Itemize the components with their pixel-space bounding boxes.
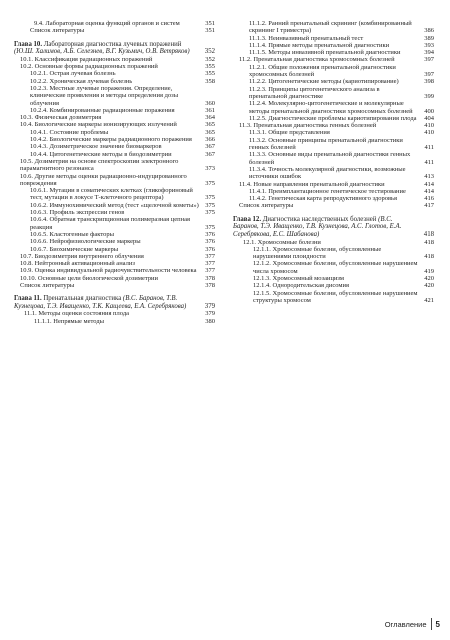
toc-entry-text: 10.2.3. Местные лучевые поражения. Определение, клинические проявления и методы определения дозы облучения	[30, 84, 179, 107]
toc-page-number: 404	[424, 114, 434, 122]
toc-page-number: 397	[424, 56, 434, 64]
toc-left-column	[14, 20, 215, 325]
toc-page-number: 365	[205, 128, 215, 136]
toc-entry	[233, 49, 434, 56]
toc-page-number: 418	[424, 238, 434, 246]
toc-entry-text: 11.1.3. Неинвазивный пренатальный тест	[249, 34, 364, 42]
toc-entry	[14, 143, 215, 150]
chapter-title: Диагностика наследственных болезней	[261, 215, 377, 223]
toc-entry-text: 10.4.2. Биологические маркеры радиационного поражения	[30, 136, 192, 144]
toc-page-number: 379	[204, 302, 215, 310]
toc-entry-text: 10.9. Оценка индивидуальной радиочувствительности человека	[20, 267, 197, 275]
toc-entry	[14, 310, 215, 317]
toc-page-number: 393	[424, 41, 434, 49]
toc-entry-text: 11.2.3. Принципы цитогенетического анализа в пренатальной диагностике	[249, 85, 380, 100]
toc-entry	[14, 27, 215, 34]
toc-page-number: 361	[205, 106, 215, 114]
toc-page-number: 394	[424, 49, 434, 57]
toc-page-number: 375	[205, 194, 215, 202]
toc-entry	[233, 290, 434, 305]
toc-entry-text: 11.4. Новые направления пренатальной диагностики	[239, 180, 385, 188]
toc-page-number: 367	[205, 150, 215, 158]
chapter-authors: (В.С. Баранов, Т.Э. Иващенко, Т.В. Кузнецова, А.С. Глотов, Е.А. Серебрякова, Е.С. Шабанова)	[233, 215, 402, 238]
toc-entry	[233, 188, 434, 195]
toc-entry-text: 11.1.5. Методы инвазивной пренатальной диагностики	[249, 49, 401, 57]
toc-entry	[14, 85, 215, 107]
chapter-authors: (Ю.Ш. Халимов, А.Б. Селезнев, В.Г. Кузьмич, О.В. Ветряков)	[14, 48, 190, 56]
toc-entry-text: 12.1.1. Хромосомные болезни, обусловленные нарушениями плоидности	[253, 245, 382, 261]
toc-page-number: 411	[424, 144, 434, 152]
toc-entry	[14, 260, 215, 267]
toc-entry	[14, 151, 215, 158]
toc-entry-text: 11.1.1. Непрямые методы	[34, 317, 105, 325]
chapter-heading-text	[233, 216, 434, 239]
chapter-label: Глава 10.	[14, 40, 43, 48]
toc-entry	[233, 42, 434, 49]
toc-page-number: 380	[205, 317, 215, 325]
toc-entry-text: 11.2.2. Цитогенетические методы (кариотипирование)	[249, 78, 399, 86]
toc-page-number: 411	[424, 158, 434, 166]
toc-page-number: 420	[424, 282, 434, 290]
chapter-label: Глава 12.	[233, 215, 262, 223]
chapter-heading	[14, 295, 215, 310]
toc-entry-text: 10.10. Основные цели биологической дозиметрии	[20, 274, 159, 282]
toc-entry	[233, 246, 434, 261]
toc-page-number: 421	[424, 296, 434, 304]
toc-right-column	[233, 20, 434, 304]
chapter-title: Лабораторная диагностика лучевых поражений	[42, 40, 182, 48]
toc-page-number: 377	[205, 252, 215, 260]
toc-entry	[14, 63, 215, 70]
toc-entry-text: 10.5. Дозиметрия на основе спектроскопии электронного парамагнитного резонанса	[20, 157, 179, 173]
chapter-label: Глава 11.	[14, 295, 42, 303]
chapter-heading-text	[14, 41, 215, 56]
toc-entry	[14, 231, 215, 238]
toc-page-number: 376	[205, 238, 215, 246]
toc-page-number: 419	[424, 267, 434, 275]
chapter-title: Пренатальная диагностика	[41, 295, 122, 303]
toc-entry	[14, 267, 215, 274]
toc-entry-text: Список литературы	[20, 281, 75, 289]
toc-page-number: 364	[205, 114, 215, 122]
toc-page-number: 386	[424, 27, 434, 35]
toc-entry	[233, 20, 434, 35]
toc-page-number: 376	[205, 230, 215, 238]
toc-entry	[14, 70, 215, 77]
toc-entry-text: Список литературы	[30, 27, 85, 35]
toc-entry	[14, 318, 215, 325]
toc-entry	[14, 129, 215, 136]
toc-page-number: 418	[424, 253, 434, 261]
toc-page-number: 375	[205, 223, 215, 231]
toc-entry	[14, 78, 215, 85]
toc-entry	[14, 136, 215, 143]
toc-entry-text: 10.6.3. Профиль экспрессии генов	[30, 209, 125, 217]
toc-entry-text: 12.1.4. Однородительская дисомия	[253, 282, 349, 290]
toc-entry	[233, 78, 434, 85]
toc-entry	[14, 114, 215, 121]
toc-entry-text: 10.2.4. Комбинированные радиационные поражения	[30, 106, 175, 114]
toc-entry	[14, 173, 215, 188]
toc-entry	[233, 202, 434, 209]
toc-entry-text: 11.4.2. Генетическая карта репродуктивного здоровья	[249, 195, 397, 203]
toc-entry-text: 10.3. Физическая дозиметрия	[20, 114, 102, 122]
toc-page-number: 376	[205, 245, 215, 253]
toc-page-number: 414	[424, 187, 434, 195]
toc-entry	[14, 107, 215, 114]
toc-page-number: 377	[205, 267, 215, 275]
toc-entry	[14, 187, 215, 202]
toc-entry-text: 10.6.1. Мутации в соматических клетках (гликофориновый тест, мутации в локусе Т-клеточного рецептора)	[30, 187, 193, 202]
toc-page-number: 352	[204, 48, 215, 56]
toc-entry-text: 10.4.4. Цитогенетические методы в биодозиметрии	[30, 150, 172, 158]
toc-entry-text: 11.3. Пренатальная диагностика генных болезней	[239, 122, 377, 130]
toc-entry-text: 11.1.4. Прямые методы пренатальной диагностики	[249, 41, 390, 49]
toc-entry-text: 12.1.3. Хромосомный мозаицизм	[253, 274, 345, 282]
toc-entry-text: 11.4.1. Преимплантационное генетическое тестирование	[249, 187, 406, 195]
toc-page-number: 397	[424, 71, 434, 79]
toc-page-number: 400	[424, 107, 434, 115]
toc-page-number: 352	[205, 55, 215, 63]
toc-entry-text: 11.2.4. Молекулярно-цитогенетические и молекулярные методы пренатальной диагностики хромосомных болезней	[249, 100, 413, 115]
toc-entry-text: 11.2.5. Диагностические проблемы кариотипирования плода	[249, 114, 417, 122]
toc-entry-text: 10.6.4. Обратная транскрипционная полимеразная цепная реакция	[30, 216, 190, 231]
toc-entry-text: 9.4. Лабораторная оценка функций органов и систем	[34, 20, 180, 27]
toc-entry	[233, 35, 434, 42]
toc-page-number: 378	[205, 281, 215, 289]
footer-section-title: Оглавление	[384, 619, 427, 629]
toc-page-number: 355	[205, 70, 215, 78]
toc-entry	[14, 20, 215, 27]
toc-page-number: 417	[424, 202, 434, 210]
page-footer	[385, 618, 440, 630]
toc-page-number: 413	[424, 173, 434, 181]
toc-entry-text: 10.6.5. Кластогенные факторы	[30, 230, 114, 238]
toc-page-number: 365	[205, 121, 215, 129]
toc-entry-text: 11.1.2. Ранний пренатальный скрининг (комбинированный скрининг I триместра)	[249, 20, 412, 35]
toc-entry	[14, 282, 215, 289]
toc-page-number: 367	[205, 143, 215, 151]
toc-entry	[14, 246, 215, 253]
toc-entry	[14, 238, 215, 245]
toc-page-number: 351	[205, 27, 215, 35]
toc-entry	[233, 195, 434, 202]
page-number: 5	[435, 619, 440, 629]
toc-entry-text: 11.3.3. Основные виды пренатальной диагностики генных болезней	[249, 151, 411, 166]
toc-entry-text: 10.6.2. Иммунохимический метод (тест «щелочной кометы»)	[30, 201, 199, 209]
chapter-heading	[14, 41, 215, 56]
toc-entry-text: 10.6.6. Нейрофизиологические маркеры	[30, 238, 141, 246]
chapter-heading	[233, 216, 434, 239]
toc-page-number: 410	[424, 129, 434, 137]
toc-entry-text: 10.2. Основные формы радиационных поражений	[20, 63, 158, 71]
toc-entry	[233, 151, 434, 166]
toc-page-number: 416	[424, 195, 434, 203]
toc-entry	[14, 158, 215, 173]
toc-page-number: 378	[205, 274, 215, 282]
toc-entry-text: 10.7. Биодозиметрия внутреннего облучения	[20, 252, 144, 260]
toc-page-number: 414	[424, 180, 434, 188]
toc-entry	[233, 115, 434, 122]
toc-entry	[14, 202, 215, 209]
toc-page-number: 398	[424, 78, 434, 86]
toc-page-number: 379	[205, 310, 215, 318]
toc-page-number: 373	[205, 165, 215, 173]
toc-entry	[233, 64, 434, 79]
chapter-authors: (В.С. Баранов, Т.В. Кузнецова, Т.Э. Иващенко, Т.К. Кащеева, Е.А. Серебрякова)	[14, 295, 187, 310]
toc-entry-text: 11.3.2. Основные принципы пренатальной диагностики генных болезней	[249, 136, 403, 152]
toc-entry-text: 10.8. Нейтронный активационный анализ	[20, 260, 135, 268]
toc-entry-text: 11.3.4. Точность молекулярной диагностики, возможные источники ошибок	[249, 165, 406, 181]
toc-entry	[233, 275, 434, 282]
toc-entry-text: Список литературы	[239, 202, 294, 210]
toc-page-number: 375	[205, 179, 215, 187]
toc-page-number: 375	[205, 209, 215, 217]
toc-entry-text: 11.3.1. Общие представления	[249, 129, 330, 137]
toc-page-number: 375	[205, 201, 215, 209]
toc-page-number: 389	[424, 34, 434, 42]
toc-entry	[14, 253, 215, 260]
toc-page-number: 360	[205, 99, 215, 107]
toc-entry-text: 10.4.1. Состояние проблемы	[30, 128, 109, 136]
toc-page-number: 420	[424, 274, 434, 282]
toc-entry	[233, 181, 434, 188]
toc-page-number: 410	[424, 122, 434, 130]
toc-page-number: 358	[205, 77, 215, 85]
toc-entry-text: 10.4. Биологические маркеры ионизирующих излучений	[20, 121, 177, 129]
toc-entry	[14, 216, 215, 231]
toc-entry-text: 10.4.3. Дозиметрическое значение биомаркеров	[30, 143, 162, 151]
toc-entry-text: 10.6.7. Биохимические маркеры	[30, 245, 119, 253]
toc-entry-text: 10.6. Другие методы оценки радиационно-индуцированного повреждения	[20, 172, 187, 187]
toc-entry	[233, 129, 434, 136]
toc-entry	[233, 282, 434, 289]
toc-page-number: 377	[205, 260, 215, 268]
toc-entry	[233, 137, 434, 152]
toc-page-number: 351	[205, 20, 215, 27]
toc-entry-text: 11.2. Пренатальная диагностика хромосомных болезней	[239, 56, 395, 64]
toc-entry	[233, 166, 434, 181]
toc-entry-text: 10.2.2. Хроническая лучевая болезнь	[30, 77, 133, 85]
toc-entry-text: 11.1. Методы оценки состояния плода	[24, 310, 130, 318]
chapter-heading-text	[14, 295, 215, 310]
footer-divider	[431, 618, 432, 630]
toc-entry	[233, 86, 434, 101]
toc-entry	[233, 56, 434, 63]
toc-entry-text: 10.2.1. Острая лучевая болезнь	[30, 70, 116, 78]
toc-entry	[233, 100, 434, 115]
toc-entry-text: 12.1.2. Хромосомные болезни, обусловленные нарушением числа хромосом	[253, 260, 418, 275]
toc-entry-text: 12.1.5. Хромосомные болезни, обусловленные нарушением структуры хромосом	[253, 289, 418, 304]
toc-entry	[14, 275, 215, 282]
toc-page-number: 399	[424, 92, 434, 100]
toc-entry-text: 12.1. Хромосомные болезни	[243, 238, 321, 246]
toc-entry	[14, 56, 215, 63]
toc-entry	[14, 209, 215, 216]
toc-entry	[233, 239, 434, 246]
toc-page-number: 355	[205, 63, 215, 71]
toc-entry	[233, 122, 434, 129]
toc-page-number: 366	[205, 136, 215, 144]
toc-entry-text: 10.1. Классификация радиационных поражений	[20, 55, 153, 63]
toc-entry	[233, 260, 434, 275]
toc-entry	[14, 121, 215, 128]
toc-page-number: 418	[423, 230, 434, 238]
toc-entry-text: 11.2.1. Общие положения пренатальной диагностики хромосомных болезней	[249, 63, 396, 79]
